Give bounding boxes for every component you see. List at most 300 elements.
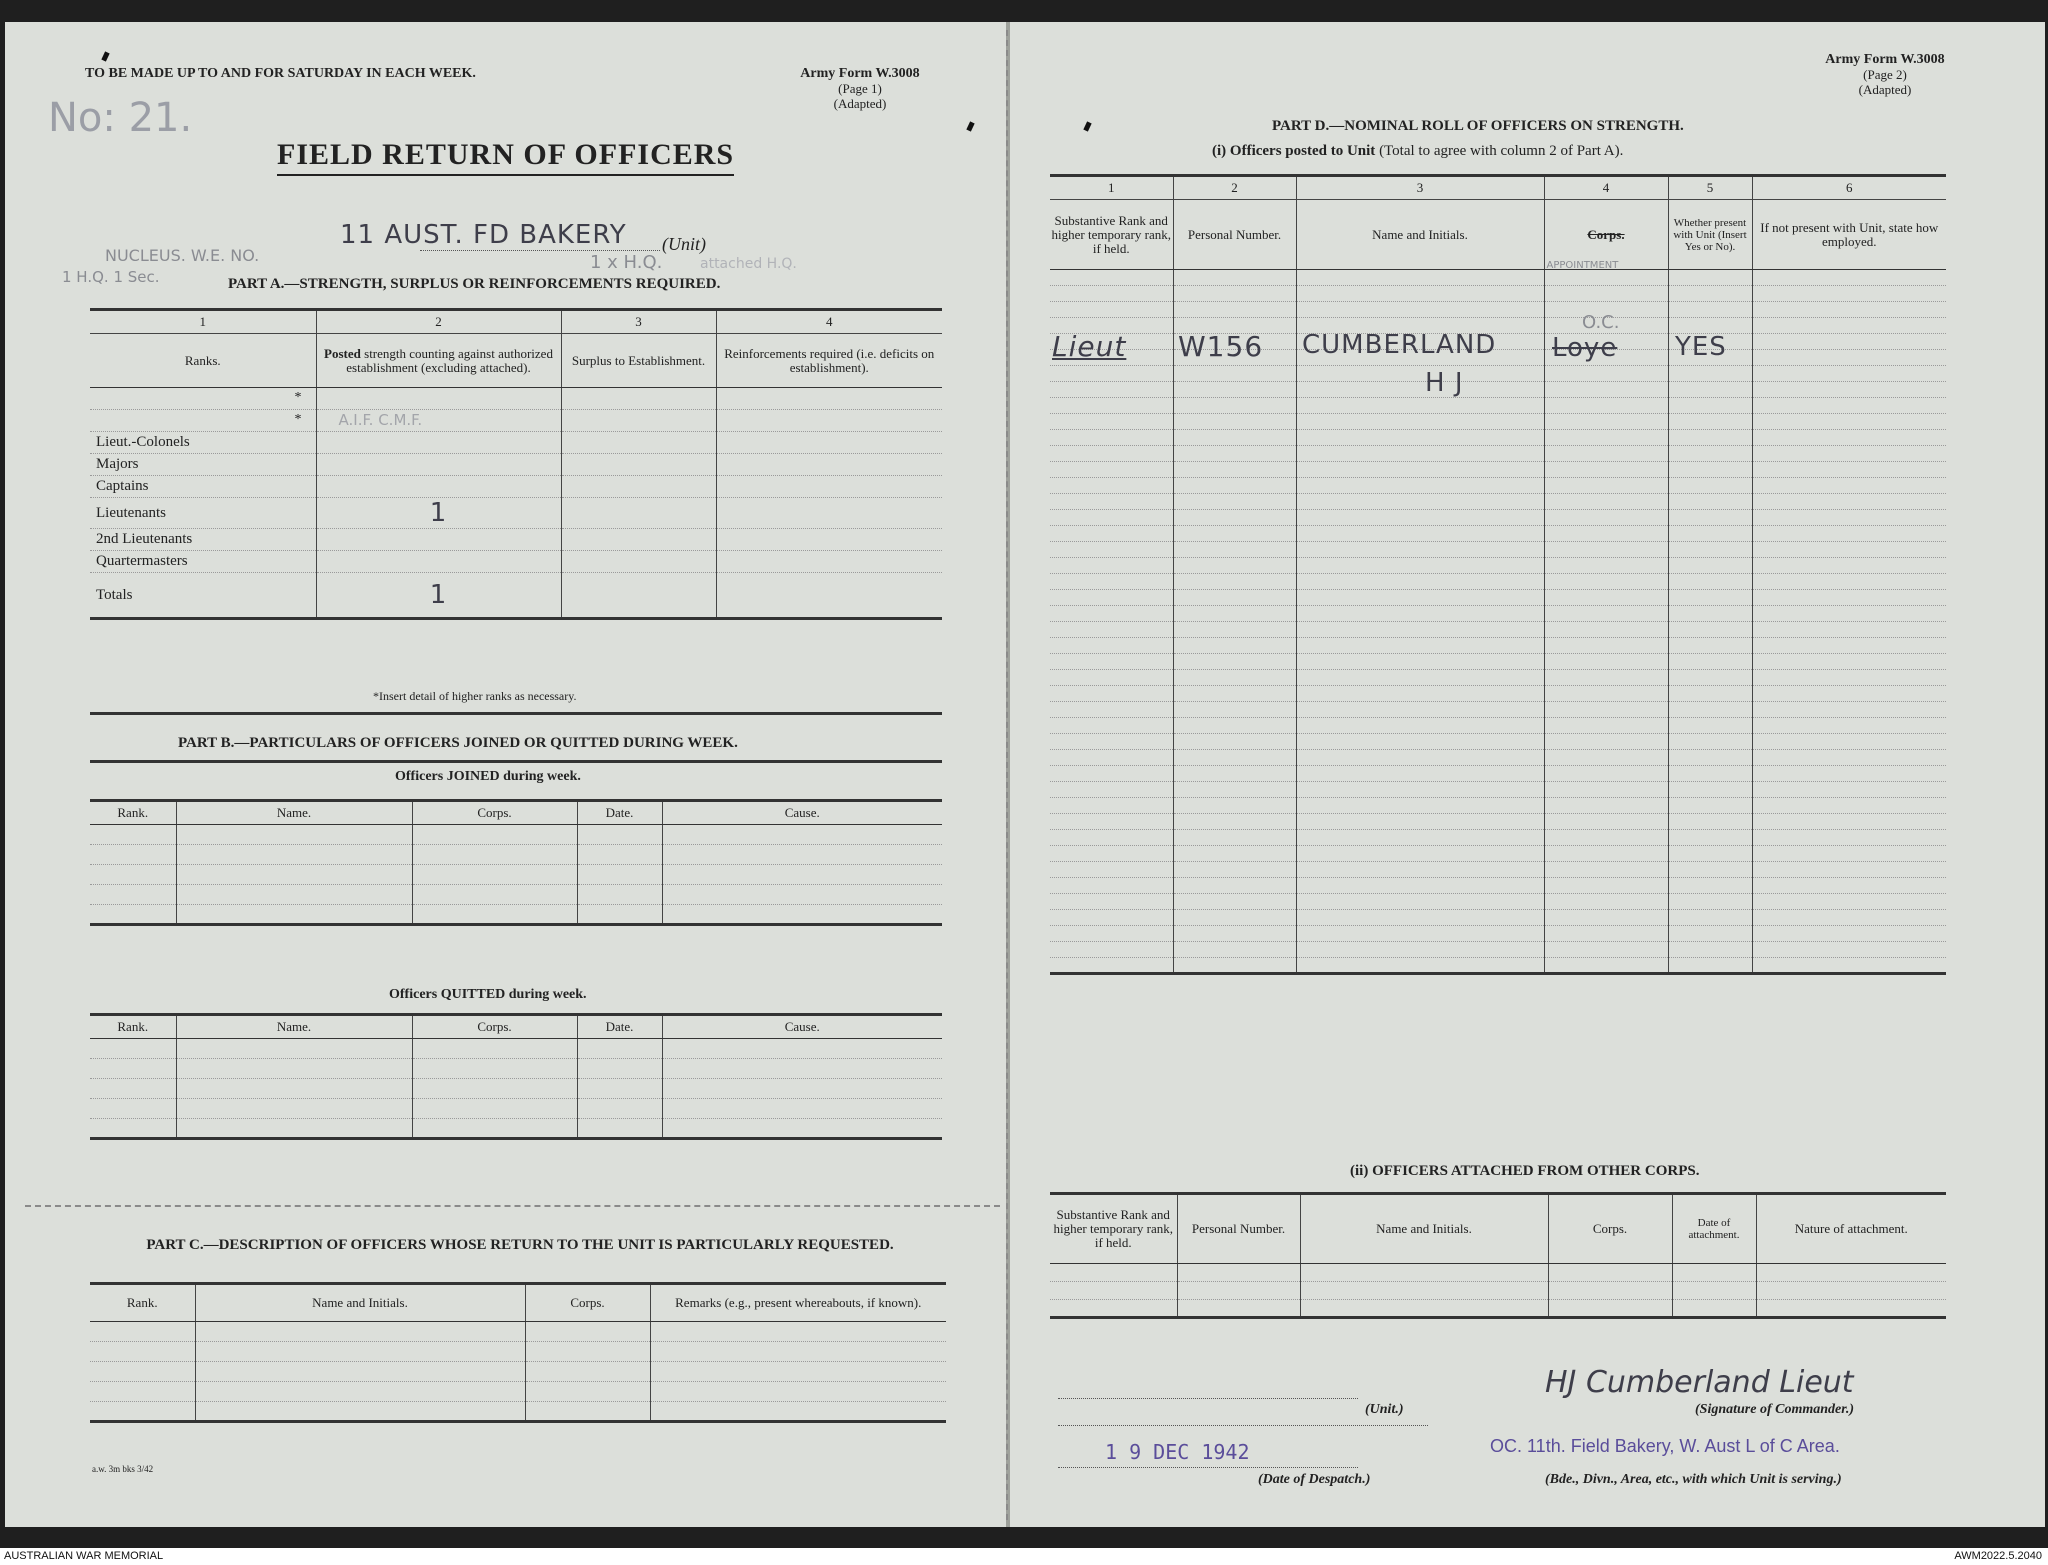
table-cell bbox=[1296, 750, 1544, 766]
table-cell bbox=[1300, 1264, 1548, 1282]
table-cell bbox=[1173, 830, 1296, 846]
table-cell bbox=[1173, 750, 1296, 766]
col-header-ranks: Ranks. bbox=[90, 334, 316, 388]
table-cell bbox=[176, 1099, 412, 1119]
table-cell bbox=[1050, 398, 1173, 414]
col-header: Corps. bbox=[1548, 1194, 1672, 1264]
table-row bbox=[1050, 862, 1946, 878]
quitted-table bbox=[90, 1013, 942, 1140]
rule bbox=[90, 760, 942, 763]
col-number: 2 bbox=[1173, 176, 1296, 200]
section-i-rest: (Total to agree with column 2 of Part A). bbox=[1379, 143, 1624, 159]
entry-initials: H J bbox=[1425, 368, 1464, 398]
table-cell bbox=[1173, 878, 1296, 894]
part-a-table bbox=[90, 308, 942, 620]
table-row bbox=[90, 885, 942, 905]
table-cell bbox=[1752, 478, 1946, 494]
table-cell bbox=[1668, 862, 1752, 878]
rule bbox=[90, 712, 942, 715]
table-row bbox=[1050, 574, 1946, 590]
corps-replacement: APPOINTMENT bbox=[1546, 260, 1619, 271]
table-cell bbox=[561, 454, 716, 476]
table-cell bbox=[1544, 670, 1668, 686]
table-cell bbox=[1296, 894, 1544, 910]
table-cell bbox=[1050, 862, 1173, 878]
table-cell bbox=[1544, 558, 1668, 574]
section-ii-title: (ii) OFFICERS ATTACHED FROM OTHER CORPS. bbox=[1350, 1163, 1700, 1179]
rank-cell bbox=[90, 432, 316, 454]
table-cell bbox=[1752, 366, 1946, 382]
table-cell bbox=[1544, 462, 1668, 478]
table-cell bbox=[176, 1059, 412, 1079]
rank-label: Majors bbox=[96, 456, 139, 472]
table-row bbox=[1050, 830, 1946, 846]
table-row bbox=[1050, 654, 1946, 670]
table-cell bbox=[90, 825, 176, 845]
table-cell bbox=[1544, 910, 1668, 926]
table-row bbox=[1050, 958, 1946, 974]
table-cell bbox=[1296, 382, 1544, 398]
unit-line bbox=[1058, 1398, 1358, 1399]
entry-present: YES bbox=[1675, 332, 1727, 362]
entry-appointment: O.C. bbox=[1582, 312, 1620, 333]
table-cell bbox=[662, 905, 942, 925]
col-header-present: Whether present with Unit (Insert Yes or No). bbox=[1668, 200, 1752, 270]
table-cell bbox=[1752, 414, 1946, 430]
table-cell bbox=[1050, 814, 1173, 830]
col-header: Rank. bbox=[90, 1015, 176, 1039]
table-row bbox=[1050, 798, 1946, 814]
table-cell bbox=[1668, 798, 1752, 814]
table-cell bbox=[1050, 718, 1173, 734]
table-cell bbox=[1544, 590, 1668, 606]
table-cell bbox=[1050, 798, 1173, 814]
table-cell bbox=[412, 885, 577, 905]
table-cell bbox=[662, 1099, 942, 1119]
col-number: 5 bbox=[1668, 176, 1752, 200]
table-cell bbox=[1050, 926, 1173, 942]
table-cell bbox=[1050, 606, 1173, 622]
table-cell bbox=[1668, 926, 1752, 942]
table-cell bbox=[577, 885, 662, 905]
table-cell bbox=[577, 865, 662, 885]
table-cell bbox=[1173, 942, 1296, 958]
table-row bbox=[90, 529, 942, 551]
table-cell bbox=[577, 905, 662, 925]
table-cell bbox=[412, 905, 577, 925]
signature-label: (Signature of Commander.) bbox=[1695, 1402, 1855, 1417]
table-cell bbox=[1668, 894, 1752, 910]
posted-cell bbox=[316, 551, 561, 573]
table-cell bbox=[1050, 958, 1173, 974]
table-row bbox=[1050, 494, 1946, 510]
table-cell bbox=[90, 1342, 195, 1362]
table-cell bbox=[1752, 766, 1946, 782]
joined-title: Officers JOINED during week. bbox=[395, 769, 581, 784]
table-cell bbox=[1296, 670, 1544, 686]
table-cell bbox=[1544, 734, 1668, 750]
part-a-title: PART A.—STRENGTH, SURPLUS OR REINFORCEMENTS REQUIRED. bbox=[228, 276, 721, 292]
table-row bbox=[90, 432, 942, 454]
table-cell bbox=[525, 1342, 650, 1362]
unit-underline bbox=[420, 250, 660, 251]
table-cell bbox=[412, 1099, 577, 1119]
table-cell bbox=[90, 1402, 195, 1422]
table-cell bbox=[1050, 526, 1173, 542]
table-cell bbox=[1752, 638, 1946, 654]
table-cell bbox=[1296, 638, 1544, 654]
table-cell bbox=[1752, 334, 1946, 350]
table-cell bbox=[1296, 462, 1544, 478]
table-cell bbox=[1296, 686, 1544, 702]
table-cell bbox=[1544, 942, 1668, 958]
table-cell bbox=[1050, 494, 1173, 510]
table-cell bbox=[1296, 878, 1544, 894]
table-cell bbox=[716, 551, 942, 573]
table-row bbox=[1050, 1264, 1946, 1282]
table-cell bbox=[1296, 846, 1544, 862]
table-cell bbox=[1544, 478, 1668, 494]
col-number: 1 bbox=[90, 310, 316, 334]
table-row bbox=[1050, 638, 1946, 654]
table-cell bbox=[1672, 1300, 1756, 1318]
printer-mark: a.w. 3m bks 3/42 bbox=[92, 1464, 154, 1474]
table-row bbox=[1050, 782, 1946, 798]
table-cell bbox=[1668, 766, 1752, 782]
joined-table bbox=[90, 799, 942, 926]
rank-cell bbox=[90, 454, 316, 476]
table-row bbox=[1050, 702, 1946, 718]
table-cell bbox=[1752, 270, 1946, 286]
table-cell bbox=[1050, 702, 1173, 718]
table-cell bbox=[1668, 942, 1752, 958]
table-cell bbox=[1050, 462, 1173, 478]
star-marker: * bbox=[294, 412, 302, 427]
table-row bbox=[1050, 430, 1946, 446]
table-cell bbox=[1173, 846, 1296, 862]
table-cell bbox=[1544, 574, 1668, 590]
table-cell bbox=[412, 1119, 577, 1139]
table-cell bbox=[1752, 302, 1946, 318]
table-cell bbox=[1668, 782, 1752, 798]
posted-value: A.I.F. C.M.F. bbox=[338, 411, 423, 429]
table-row bbox=[90, 454, 942, 476]
table-cell bbox=[1752, 398, 1946, 414]
table-row bbox=[90, 1119, 942, 1139]
table-cell bbox=[195, 1402, 525, 1422]
table-cell bbox=[412, 865, 577, 885]
table-cell bbox=[1668, 414, 1752, 430]
table-cell bbox=[1752, 462, 1946, 478]
oc-stamp: OC. 11th. Field Bakery, W. Aust L of C Area. bbox=[1490, 1436, 1840, 1456]
table-cell bbox=[1752, 926, 1946, 942]
table-cell bbox=[1752, 862, 1946, 878]
table-row bbox=[1050, 926, 1946, 942]
table-cell bbox=[1668, 622, 1752, 638]
col-header: Date of attachment. bbox=[1672, 1194, 1756, 1264]
table-cell bbox=[1752, 318, 1946, 334]
table-cell bbox=[412, 1039, 577, 1059]
table-cell bbox=[1544, 702, 1668, 718]
posted-cell bbox=[316, 388, 561, 410]
date-label: (Date of Despatch.) bbox=[1258, 1472, 1371, 1487]
table-cell bbox=[1050, 590, 1173, 606]
posted-value: 1 bbox=[429, 580, 448, 610]
table-row bbox=[1050, 558, 1946, 574]
col-header: Corps. bbox=[412, 801, 577, 825]
pencil-note: 1 x H.Q. bbox=[590, 252, 663, 273]
table-cell bbox=[561, 529, 716, 551]
table-cell bbox=[716, 410, 942, 432]
table-cell bbox=[1752, 446, 1946, 462]
table-cell bbox=[1173, 478, 1296, 494]
table-cell bbox=[662, 845, 942, 865]
table-cell bbox=[176, 1119, 412, 1139]
table-row bbox=[90, 1079, 942, 1099]
table-cell bbox=[577, 1039, 662, 1059]
table-cell bbox=[1050, 1300, 1177, 1318]
page-label: (Page 1) bbox=[838, 81, 882, 96]
table-cell bbox=[1173, 766, 1296, 782]
table-cell bbox=[561, 476, 716, 498]
entry-number: W156 bbox=[1178, 330, 1264, 363]
table-cell bbox=[1173, 366, 1296, 382]
table-cell bbox=[1752, 654, 1946, 670]
table-cell bbox=[1177, 1264, 1300, 1282]
table-row bbox=[1050, 606, 1946, 622]
table-cell bbox=[195, 1382, 525, 1402]
table-cell bbox=[1050, 686, 1173, 702]
table-cell bbox=[1544, 814, 1668, 830]
table-cell bbox=[1544, 622, 1668, 638]
table-cell bbox=[1050, 382, 1173, 398]
table-cell bbox=[1752, 814, 1946, 830]
table-cell bbox=[1173, 574, 1296, 590]
table-cell bbox=[90, 1382, 195, 1402]
col-number: 2 bbox=[316, 310, 561, 334]
perforation-vertical bbox=[1006, 30, 1008, 1520]
table-cell bbox=[1296, 574, 1544, 590]
table-cell bbox=[1296, 526, 1544, 542]
table-cell bbox=[561, 498, 716, 529]
table-cell bbox=[1296, 286, 1544, 302]
table-cell bbox=[662, 1079, 942, 1099]
table-cell bbox=[1173, 654, 1296, 670]
table-cell bbox=[1668, 478, 1752, 494]
col-header: Name and Initials. bbox=[195, 1284, 525, 1322]
table-cell bbox=[1050, 1282, 1177, 1300]
table-cell bbox=[577, 1119, 662, 1139]
table-cell bbox=[716, 529, 942, 551]
table-cell bbox=[1296, 814, 1544, 830]
table-cell bbox=[1668, 366, 1752, 382]
star-marker: * bbox=[294, 390, 302, 405]
date-line bbox=[1058, 1467, 1358, 1468]
table-cell bbox=[1050, 910, 1173, 926]
table-row bbox=[1050, 542, 1946, 558]
posted-cell bbox=[316, 529, 561, 551]
table-cell bbox=[1296, 270, 1544, 286]
table-cell bbox=[1668, 286, 1752, 302]
table-cell bbox=[1544, 926, 1668, 942]
table-cell bbox=[716, 573, 942, 619]
table-cell bbox=[650, 1342, 946, 1362]
table-cell bbox=[662, 1059, 942, 1079]
table-cell bbox=[1050, 1264, 1177, 1282]
table-cell bbox=[176, 905, 412, 925]
attached-table bbox=[1050, 1192, 1946, 1319]
table-cell bbox=[1752, 350, 1946, 366]
table-cell bbox=[1050, 878, 1173, 894]
form-number: Army Form W.3008 bbox=[800, 66, 920, 81]
table-cell bbox=[1752, 526, 1946, 542]
table-row bbox=[1050, 718, 1946, 734]
table-cell bbox=[1050, 366, 1173, 382]
table-cell bbox=[1050, 574, 1173, 590]
table-row bbox=[1050, 846, 1946, 862]
table-cell bbox=[716, 498, 942, 529]
table-cell bbox=[90, 845, 176, 865]
col-header: Corps. bbox=[412, 1015, 577, 1039]
table-row bbox=[1050, 382, 1946, 398]
table-cell bbox=[1050, 446, 1173, 462]
rank-cell bbox=[90, 410, 316, 432]
table-cell bbox=[1668, 846, 1752, 862]
entry-name: CUMBERLAND bbox=[1302, 330, 1497, 360]
table-cell bbox=[1752, 590, 1946, 606]
signature: HJ Cumberland Lieut bbox=[1545, 1365, 1854, 1400]
table-cell bbox=[412, 845, 577, 865]
table-cell bbox=[561, 432, 716, 454]
table-cell bbox=[1544, 606, 1668, 622]
table-cell bbox=[1173, 958, 1296, 974]
table-cell bbox=[90, 1362, 195, 1382]
table-cell bbox=[1752, 798, 1946, 814]
table-cell bbox=[662, 825, 942, 845]
table-cell bbox=[1544, 894, 1668, 910]
table-cell bbox=[1668, 830, 1752, 846]
pencil-note: attached H.Q. bbox=[700, 256, 797, 272]
table-row bbox=[90, 410, 942, 432]
table-cell bbox=[1668, 670, 1752, 686]
table-cell bbox=[90, 1059, 176, 1079]
table-row bbox=[1050, 622, 1946, 638]
table-cell bbox=[1296, 478, 1544, 494]
table-cell bbox=[1752, 910, 1946, 926]
table-row bbox=[1050, 302, 1946, 318]
table-cell bbox=[1173, 590, 1296, 606]
table-cell bbox=[1752, 734, 1946, 750]
table-cell bbox=[1752, 494, 1946, 510]
table-cell bbox=[1296, 606, 1544, 622]
table-row bbox=[1050, 414, 1946, 430]
page-title: FIELD RETURN OF OFFICERS bbox=[277, 138, 734, 176]
table-cell bbox=[1050, 542, 1173, 558]
table-cell bbox=[525, 1362, 650, 1382]
section-i-title bbox=[1212, 143, 1623, 160]
table-cell bbox=[1752, 750, 1946, 766]
rank-cell bbox=[90, 551, 316, 573]
table-cell bbox=[1544, 526, 1668, 542]
table-row bbox=[1050, 686, 1946, 702]
date-stamp: 1 9 DEC 1942 bbox=[1105, 1440, 1250, 1464]
table-cell bbox=[561, 410, 716, 432]
table-cell bbox=[1752, 958, 1946, 974]
table-cell bbox=[1296, 510, 1544, 526]
table-cell bbox=[1296, 782, 1544, 798]
table-cell bbox=[176, 1039, 412, 1059]
table-row bbox=[90, 498, 942, 529]
table-cell bbox=[1300, 1282, 1548, 1300]
table-cell bbox=[1752, 702, 1946, 718]
table-cell bbox=[1296, 958, 1544, 974]
col-header-rank: Substantive Rank and higher temporary rank, if held. bbox=[1050, 200, 1173, 270]
table-cell bbox=[577, 825, 662, 845]
col-header: Cause. bbox=[662, 801, 942, 825]
rank-cell bbox=[90, 498, 316, 529]
table-cell bbox=[1050, 846, 1173, 862]
table-cell bbox=[1177, 1282, 1300, 1300]
table-cell bbox=[1173, 462, 1296, 478]
table-cell bbox=[90, 1099, 176, 1119]
table-row bbox=[1050, 1300, 1946, 1318]
table-cell bbox=[1544, 958, 1668, 974]
table-cell bbox=[1173, 606, 1296, 622]
col-header-surplus: Surplus to Establishment. bbox=[561, 334, 716, 388]
table-cell bbox=[1668, 686, 1752, 702]
table-cell bbox=[1173, 558, 1296, 574]
pencil-note: 1 H.Q. 1 Sec. bbox=[62, 268, 160, 286]
table-cell bbox=[1668, 814, 1752, 830]
table-cell bbox=[1173, 686, 1296, 702]
posted-rest: strength counting against authorized establishment (excluding attached). bbox=[346, 345, 553, 375]
table-cell bbox=[577, 1079, 662, 1099]
part-c-table bbox=[90, 1282, 946, 1423]
table-cell bbox=[1756, 1282, 1946, 1300]
table-cell bbox=[1050, 942, 1173, 958]
table-cell bbox=[1296, 942, 1544, 958]
table-row bbox=[90, 1382, 946, 1402]
col-header: Date. bbox=[577, 1015, 662, 1039]
table-cell bbox=[577, 1059, 662, 1079]
table-row bbox=[1050, 734, 1946, 750]
table-cell bbox=[1173, 430, 1296, 446]
table-cell bbox=[176, 885, 412, 905]
table-cell bbox=[1173, 446, 1296, 462]
table-row bbox=[1050, 910, 1946, 926]
col-header: Rank. bbox=[90, 801, 176, 825]
table-cell bbox=[1544, 382, 1668, 398]
table-cell bbox=[1752, 670, 1946, 686]
table-cell bbox=[1050, 510, 1173, 526]
table-cell bbox=[650, 1402, 946, 1422]
table-cell bbox=[1544, 718, 1668, 734]
rank-label: Quartermasters bbox=[96, 553, 188, 569]
posted-cell bbox=[316, 476, 561, 498]
table-cell bbox=[1752, 382, 1946, 398]
table-cell bbox=[1173, 510, 1296, 526]
col-number: 1 bbox=[1050, 176, 1173, 200]
rank-cell bbox=[90, 388, 316, 410]
table-row bbox=[1050, 1282, 1946, 1300]
table-cell bbox=[1544, 286, 1668, 302]
posted-value: 1 bbox=[429, 498, 448, 528]
table-cell bbox=[1296, 702, 1544, 718]
table-row bbox=[1050, 270, 1946, 286]
col-header: Name. bbox=[176, 801, 412, 825]
col-number: 4 bbox=[1544, 176, 1668, 200]
entry-rank: Lieut bbox=[1052, 330, 1127, 363]
